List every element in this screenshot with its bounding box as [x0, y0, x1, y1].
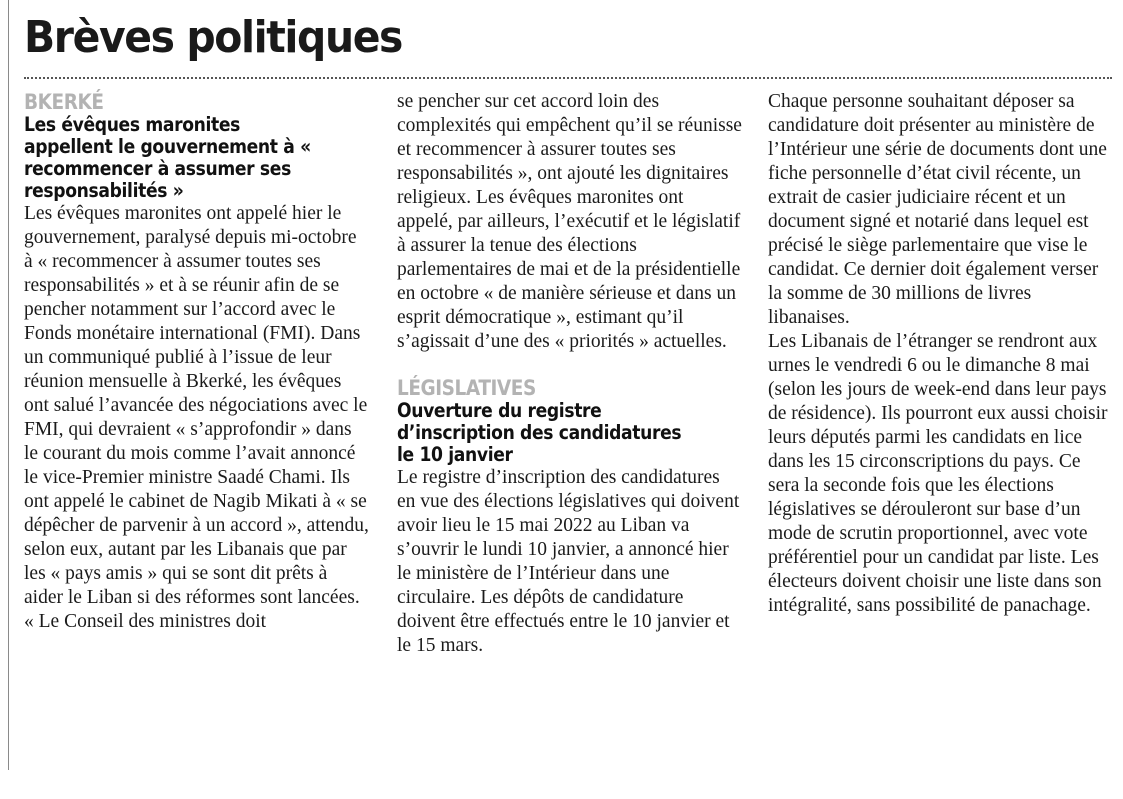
article2-body-col2: Le registre d’inscription des candidatures en vue des élections législatives qui doivent avoir lieu le 15 mai 2022 au Liban va s’ouvrir le lundi 10 janvier, a annoncé hier le ministère de l’Intérieur dans une circulaire. Les dépôts de candidature doivent être effectués entre le 10 janvier et le 15 mars. [397, 467, 740, 656]
column-3 [768, 90, 1113, 618]
column-1 [24, 90, 369, 634]
article2-kicker: LÉGISLATIVES [397, 376, 536, 400]
article2-headline: Ouverture du registre d’inscription des candidatures le 10 janvier [397, 399, 682, 466]
column-2 [397, 90, 742, 658]
article1-body-col2: se pencher sur cet accord loin des complexités qui empêchent qu’il se réunisse et recommencer à assurer toutes ses responsabilités », ont ajouté les dignitaires religieux. Les évêques maronites ont appelé, par ailleurs, l’exécutif et le législatif à assurer la tenue des élections parlementaires de mai et de la présidentielle en octobre « de manière sérieuse et dans un esprit démocratique », estimant qu’il s’agissait d’une des « priorités » actuelles. [397, 91, 742, 352]
title-dotted-divider [24, 77, 1112, 79]
article-separator [397, 354, 742, 376]
left-column-rule [8, 0, 9, 770]
article2-body-col3-p1: Chaque personne souhaitant déposer sa candidature doit présenter au ministère de l’Intérieur une série de documents dont une fiche personnelle d’état civil récente, un extrait de casier judiciaire récent et un document signé et notarié dans lequel est précisé le siège parlementaire que vise le candidat. Ce dernier doit également verser la somme de 30 millions de livres libanaises. [768, 91, 1107, 328]
article1-headline: Les évêques maronites appellent le gouvernement à « recommencer à assumer ses responsabilités » [24, 113, 311, 202]
article1-kicker: BKERKÉ [24, 90, 104, 114]
article2-body-col3-p2: Les Libanais de l’étranger se rendront aux urnes le vendredi 6 ou le dimanche 8 mai (selon les jours de week-end dans leur pays de résidence). Ils pourront eux aussi choisir leurs députés parmi les candidats en lice dans les 15 circonscriptions du pays. Ce sera la seconde fois que les élections législatives se dérouleront sur base d’un mode de scrutin proportionnel, avec vote préférentiel pour un candidat par liste. Les électeurs doivent choisir une liste dans son intégralité, sans possibilité de panachage. [768, 331, 1108, 616]
page-title: Brèves politiques [24, 12, 403, 63]
article1-body-col1: Les évêques maronites ont appelé hier le gouvernement, paralysé depuis mi-octobre à « recommencer à assumer toutes ses responsabilités » et à se réunir afin de se pencher notamment sur l’accord avec le Fonds monétaire international (FMI). Dans un communiqué publié à l’issue de leur réunion mensuelle à Bkerké, les évêques ont salué l’avancée des négociations avec le FMI, qui devraient « s’approfondir » dans le courant du mois comme l’avait annoncé le vice-Premier ministre Saadé Chami. Ils ont appelé le cabinet de Nagib Mikati à « se dépêcher de parvenir à un accord », attendu, selon eux, autant par les Libanais que par les « pays amis » qui se sont dit prêts à aider le Liban si des réformes sont lancées. « Le Conseil des ministres doit [24, 203, 369, 632]
